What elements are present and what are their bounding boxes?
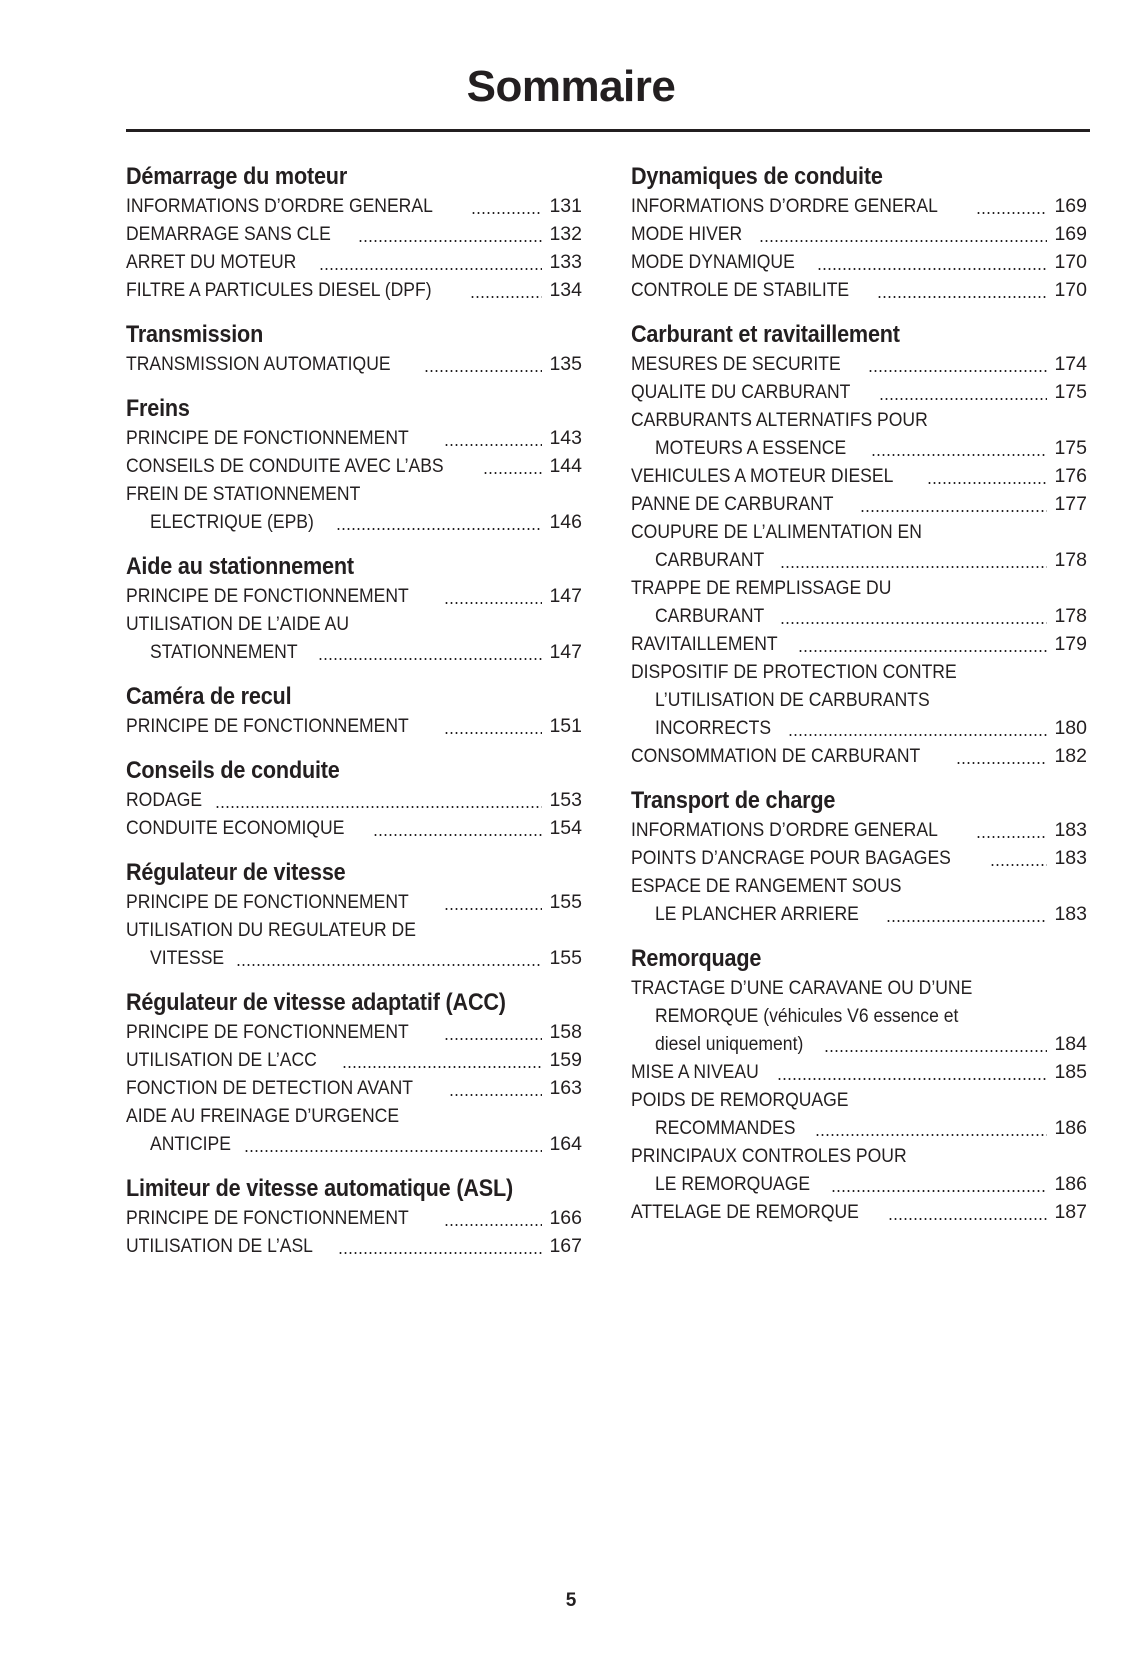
toc-entry-label: UTILISATION DU REGULATEUR DE <box>126 919 416 941</box>
toc-page-number: 186 <box>1054 1173 1087 1195</box>
dot-leader <box>888 1218 1047 1220</box>
dot-leader <box>927 482 1047 484</box>
toc-entry-label: COUPURE DE L’ALIMENTATION EN <box>631 521 922 543</box>
toc-entry-label: RAVITAILLEMENT <box>631 633 778 655</box>
dot-leader <box>471 212 542 214</box>
toc-entry[interactable] <box>631 378 1087 406</box>
toc-entry[interactable] <box>631 974 1087 1058</box>
toc-entry-label: FILTRE A PARTICULES DIESEL (DPF) <box>126 279 432 301</box>
dot-leader <box>780 622 1047 624</box>
dot-leader <box>868 370 1047 372</box>
toc-page-number: 153 <box>549 789 582 811</box>
toc-entry[interactable] <box>631 844 1087 872</box>
toc-entry-label: RECOMMANDES <box>655 1117 796 1139</box>
toc-entry-label: PRINCIPE DE FONCTIONNEMENT <box>126 715 409 737</box>
toc-entry-label: QUALITE DU CARBURANT <box>631 381 851 403</box>
section-heading: Aide au stationnement <box>126 553 354 580</box>
toc-entry-label: CARBURANT <box>655 549 765 571</box>
toc-entry-label: FREIN DE STATIONNEMENT <box>126 483 361 505</box>
toc-entry[interactable] <box>126 350 582 378</box>
toc-entry[interactable] <box>126 1204 582 1232</box>
toc-entry[interactable] <box>631 1142 1087 1198</box>
dot-leader <box>424 370 542 372</box>
toc-entry-label: PRINCIPE DE FONCTIONNEMENT <box>126 1021 409 1043</box>
toc-entry-label: PRINCIPAUX CONTROLES POUR <box>631 1145 907 1167</box>
dot-leader <box>815 1134 1047 1136</box>
toc-entry[interactable] <box>631 630 1087 658</box>
toc-entry[interactable] <box>126 582 582 610</box>
toc-entry-label: CARBURANT <box>655 605 765 627</box>
toc-entry-label: diesel uniquement) <box>655 1033 804 1055</box>
section-heading: Transmission <box>126 321 264 348</box>
toc-entry-label: LE REMORQUAGE <box>655 1173 811 1195</box>
toc-entry[interactable] <box>631 192 1087 220</box>
toc-entry[interactable] <box>126 814 582 842</box>
toc-entry[interactable] <box>126 916 582 972</box>
toc-page-number: 174 <box>1054 353 1087 375</box>
toc-entry[interactable] <box>126 1102 582 1158</box>
toc-page-number: 158 <box>549 1021 582 1043</box>
section-heading: Démarrage du moteur <box>126 163 348 190</box>
dot-leader <box>444 732 542 734</box>
toc-page-number: 175 <box>1054 437 1087 459</box>
toc-entry[interactable] <box>631 1198 1087 1226</box>
dot-leader <box>444 602 542 604</box>
toc-entry-label: VEHICULES A MOTEUR DIESEL <box>631 465 894 487</box>
toc-entry-label: PRINCIPE DE FONCTIONNEMENT <box>126 891 409 913</box>
dot-leader <box>342 1066 542 1068</box>
toc-entry[interactable] <box>631 490 1087 518</box>
page-number: 5 <box>565 1590 577 1611</box>
toc-page-number: 175 <box>1054 381 1087 403</box>
toc-entry-label: PRINCIPE DE FONCTIONNEMENT <box>126 585 409 607</box>
toc-section-carburant-et-ravitaillement <box>631 320 1087 770</box>
toc-page-number: 180 <box>1054 717 1087 739</box>
toc-entry-label: MODE HIVER <box>631 223 743 245</box>
toc-page-number: 154 <box>549 817 582 839</box>
toc-entry[interactable] <box>631 350 1087 378</box>
dot-leader <box>444 444 542 446</box>
toc-page-number: 135 <box>549 353 582 375</box>
toc-page-number: 163 <box>549 1077 582 1099</box>
dot-leader <box>956 762 1047 764</box>
title-divider <box>126 129 1090 132</box>
dot-leader <box>373 834 542 836</box>
dot-leader <box>483 472 542 474</box>
dot-leader <box>976 836 1047 838</box>
toc-entry[interactable] <box>126 220 582 248</box>
toc-entry-label: MODE DYNAMIQUE <box>631 251 795 273</box>
toc-entry[interactable] <box>126 480 582 536</box>
toc-entry[interactable] <box>631 742 1087 770</box>
dot-leader <box>860 510 1047 512</box>
dot-leader <box>817 268 1047 270</box>
toc-section-transport-de-charge <box>631 786 1087 928</box>
toc-entry-label: UTILISATION DE L’ASL <box>126 1235 313 1257</box>
toc-page-number: 134 <box>549 279 582 301</box>
toc-page-number: 176 <box>1054 465 1087 487</box>
toc-section-freins <box>126 394 582 536</box>
toc-section-dynamiques-de-conduite <box>631 162 1087 304</box>
toc-entry[interactable] <box>126 1232 582 1260</box>
toc-page-number: 167 <box>549 1235 582 1257</box>
toc-section-camera-de-recul <box>126 682 582 740</box>
toc-entry-label: FONCTION DE DETECTION AVANT <box>126 1077 413 1099</box>
toc-page-number: 143 <box>549 427 582 449</box>
dot-leader <box>824 1050 1047 1052</box>
toc-page-number: 186 <box>1054 1117 1087 1139</box>
dot-leader <box>990 864 1047 866</box>
section-heading: Conseils de conduite <box>126 757 340 784</box>
toc-section-limiteur-de-vitesse-automatique-asl <box>126 1174 582 1260</box>
toc-entry-label: RODAGE <box>126 789 203 811</box>
toc-page-number: 169 <box>1054 195 1087 217</box>
toc-entry[interactable] <box>126 192 582 220</box>
toc-entry[interactable] <box>126 712 582 740</box>
toc-entry[interactable] <box>631 406 1087 462</box>
dot-leader <box>449 1094 542 1096</box>
section-heading: Régulateur de vitesse <box>126 859 346 886</box>
toc-entry[interactable] <box>126 452 582 480</box>
toc-entry[interactable] <box>631 574 1087 630</box>
toc-entry-label: CONSOMMATION DE CARBURANT <box>631 745 921 767</box>
toc-page-number: 147 <box>549 641 582 663</box>
toc-entry-label: ELECTRIQUE (EPB) <box>150 511 314 533</box>
toc-page-number: 166 <box>549 1207 582 1229</box>
toc-entry-label: DEMARRAGE SANS CLE <box>126 223 331 245</box>
toc-page-number: 146 <box>549 511 582 533</box>
toc-section-demarrage-du-moteur <box>126 162 582 304</box>
section-heading: Dynamiques de conduite <box>631 163 883 190</box>
toc-page-number: 182 <box>1054 745 1087 767</box>
dot-leader <box>244 1150 542 1152</box>
dot-leader <box>877 296 1047 298</box>
toc-entry-label: VITESSE <box>150 947 225 969</box>
toc-page-number: 144 <box>549 455 582 477</box>
section-heading: Carburant et ravitaillement <box>631 321 900 348</box>
toc-entry-label: CONTROLE DE STABILITE <box>631 279 850 301</box>
toc-page-number: 178 <box>1054 605 1087 627</box>
dot-leader <box>777 1078 1047 1080</box>
toc-entry[interactable] <box>126 1046 582 1074</box>
toc-entry-label: ARRET DU MOTEUR <box>126 251 297 273</box>
toc-page-number: 133 <box>549 251 582 273</box>
toc-entry-label: MESURES DE SECURITE <box>631 353 841 375</box>
toc-entry-label: REMORQUE (véhicules V6 essence et <box>655 1005 959 1027</box>
dot-leader <box>336 528 542 530</box>
dot-leader <box>976 212 1047 214</box>
toc-entry-label: INCORRECTS <box>655 717 772 739</box>
toc-section-regulateur-de-vitesse-adaptatif-acc <box>126 988 582 1158</box>
toc-page-number: 159 <box>549 1049 582 1071</box>
toc-page-number: 183 <box>1054 903 1087 925</box>
dot-leader <box>759 240 1047 242</box>
toc-entry-label: STATIONNEMENT <box>150 641 298 663</box>
toc-entry[interactable] <box>126 276 582 304</box>
toc-entry[interactable] <box>126 1018 582 1046</box>
section-heading: Régulateur de vitesse adaptatif (ACC) <box>126 989 506 1016</box>
toc-entry[interactable] <box>631 658 1087 742</box>
toc-page-number: 179 <box>1054 633 1087 655</box>
toc-page-number: 187 <box>1054 1201 1087 1223</box>
toc-entry-label: ANTICIPE <box>150 1133 231 1155</box>
toc-entry-label: CARBURANTS ALTERNATIFS POUR <box>631 409 928 431</box>
toc-page-number: 177 <box>1054 493 1087 515</box>
dot-leader <box>798 650 1047 652</box>
toc-page-number: 183 <box>1054 847 1087 869</box>
toc-entry[interactable] <box>126 248 582 276</box>
dot-leader <box>215 806 542 808</box>
toc-entry-label: PRINCIPE DE FONCTIONNEMENT <box>126 427 409 449</box>
toc-entry[interactable] <box>631 1058 1087 1086</box>
dot-leader <box>444 1224 542 1226</box>
toc-entry[interactable] <box>631 518 1087 574</box>
toc-entry[interactable] <box>126 1074 582 1102</box>
toc-page-number: 155 <box>549 891 582 913</box>
toc-entry-label: UTILISATION DE L’ACC <box>126 1049 317 1071</box>
toc-entry-label: TRANSMISSION AUTOMATIQUE <box>126 353 391 375</box>
dot-leader <box>831 1190 1047 1192</box>
toc-entry-label: UTILISATION DE L’AIDE AU <box>126 613 350 635</box>
toc-entry-label: INFORMATIONS D’ORDRE GENERAL <box>631 819 938 841</box>
dot-leader <box>788 734 1047 736</box>
toc-page-number: 151 <box>549 715 582 737</box>
toc-entry-label: POIDS DE REMORQUAGE <box>631 1089 849 1111</box>
page-title: Sommaire <box>466 62 676 111</box>
toc-page-number: 132 <box>549 223 582 245</box>
dot-leader <box>358 240 542 242</box>
toc-page-number: 183 <box>1054 819 1087 841</box>
toc-entry-label: DISPOSITIF DE PROTECTION CONTRE <box>631 661 957 683</box>
toc-page-number: 147 <box>549 585 582 607</box>
toc-section-transmission <box>126 320 582 378</box>
toc-entry-label: INFORMATIONS D’ORDRE GENERAL <box>631 195 938 217</box>
section-heading: Freins <box>126 395 190 422</box>
dot-leader <box>318 658 542 660</box>
toc-page-number: 155 <box>549 947 582 969</box>
toc-entry-label: MOTEURS A ESSENCE <box>655 437 847 459</box>
toc-page-number: 169 <box>1054 223 1087 245</box>
toc-entry-label: CONDUITE ECONOMIQUE <box>126 817 345 839</box>
toc-entry-label: INFORMATIONS D’ORDRE GENERAL <box>126 195 433 217</box>
dot-leader <box>236 964 542 966</box>
toc-page-number: 184 <box>1054 1033 1087 1055</box>
toc-page-number: 178 <box>1054 549 1087 571</box>
toc-page-number: 170 <box>1054 251 1087 273</box>
toc-entry[interactable] <box>126 610 582 666</box>
toc-entry-label: PANNE DE CARBURANT <box>631 493 834 515</box>
toc-page-number: 131 <box>549 195 582 217</box>
section-heading: Remorquage <box>631 945 762 972</box>
toc-entry-label: CONSEILS DE CONDUITE AVEC L’ABS <box>126 455 444 477</box>
toc-entry[interactable] <box>631 248 1087 276</box>
section-heading: Caméra de recul <box>126 683 292 710</box>
toc-section-aide-au-stationnement <box>126 552 582 666</box>
toc-entry-label: MISE A NIVEAU <box>631 1061 759 1083</box>
toc-entry[interactable] <box>126 888 582 916</box>
toc-entry-label: TRAPPE DE REMPLISSAGE DU <box>631 577 892 599</box>
toc-entry[interactable] <box>126 786 582 814</box>
toc-entry-label: POINTS D’ANCRAGE POUR BAGAGES <box>631 847 951 869</box>
toc-entry-label: AIDE AU FREINAGE D’URGENCE <box>126 1105 400 1127</box>
toc-section-conseils-de-conduite <box>126 756 582 842</box>
toc-page-number: 170 <box>1054 279 1087 301</box>
section-heading: Limiteur de vitesse automatique (ASL) <box>126 1175 514 1202</box>
dot-leader <box>444 1038 542 1040</box>
toc-entry[interactable] <box>631 462 1087 490</box>
toc-entry[interactable] <box>631 1086 1087 1142</box>
toc-entry-label: LE PLANCHER ARRIERE <box>655 903 859 925</box>
toc-entry[interactable] <box>126 424 582 452</box>
toc-page-number: 164 <box>549 1133 582 1155</box>
section-heading: Transport de charge <box>631 787 836 814</box>
dot-leader <box>780 566 1047 568</box>
dot-leader <box>871 454 1047 456</box>
toc-left-column <box>126 162 582 1276</box>
dot-leader <box>470 296 542 298</box>
dot-leader <box>319 268 542 270</box>
toc-section-remorquage <box>631 944 1087 1226</box>
toc-entry-label: ATTELAGE DE REMORQUE <box>631 1201 859 1223</box>
toc-entry-label: TRACTAGE D’UNE CARAVANE OU D’UNE <box>631 977 973 999</box>
toc-right-column <box>631 162 1087 1242</box>
toc-entry-label: L’UTILISATION DE CARBURANTS <box>655 689 930 711</box>
toc-entry[interactable] <box>631 276 1087 304</box>
toc-entry-label: ESPACE DE RANGEMENT SOUS <box>631 875 902 897</box>
toc-entry[interactable] <box>631 220 1087 248</box>
toc-entry[interactable] <box>631 816 1087 844</box>
dot-leader <box>879 398 1047 400</box>
dot-leader <box>444 908 542 910</box>
dot-leader <box>886 920 1048 922</box>
toc-entry-label: PRINCIPE DE FONCTIONNEMENT <box>126 1207 409 1229</box>
toc-page-number: 185 <box>1054 1061 1087 1083</box>
dot-leader <box>338 1252 542 1254</box>
toc-entry[interactable] <box>631 872 1087 928</box>
toc-section-regulateur-de-vitesse <box>126 858 582 972</box>
